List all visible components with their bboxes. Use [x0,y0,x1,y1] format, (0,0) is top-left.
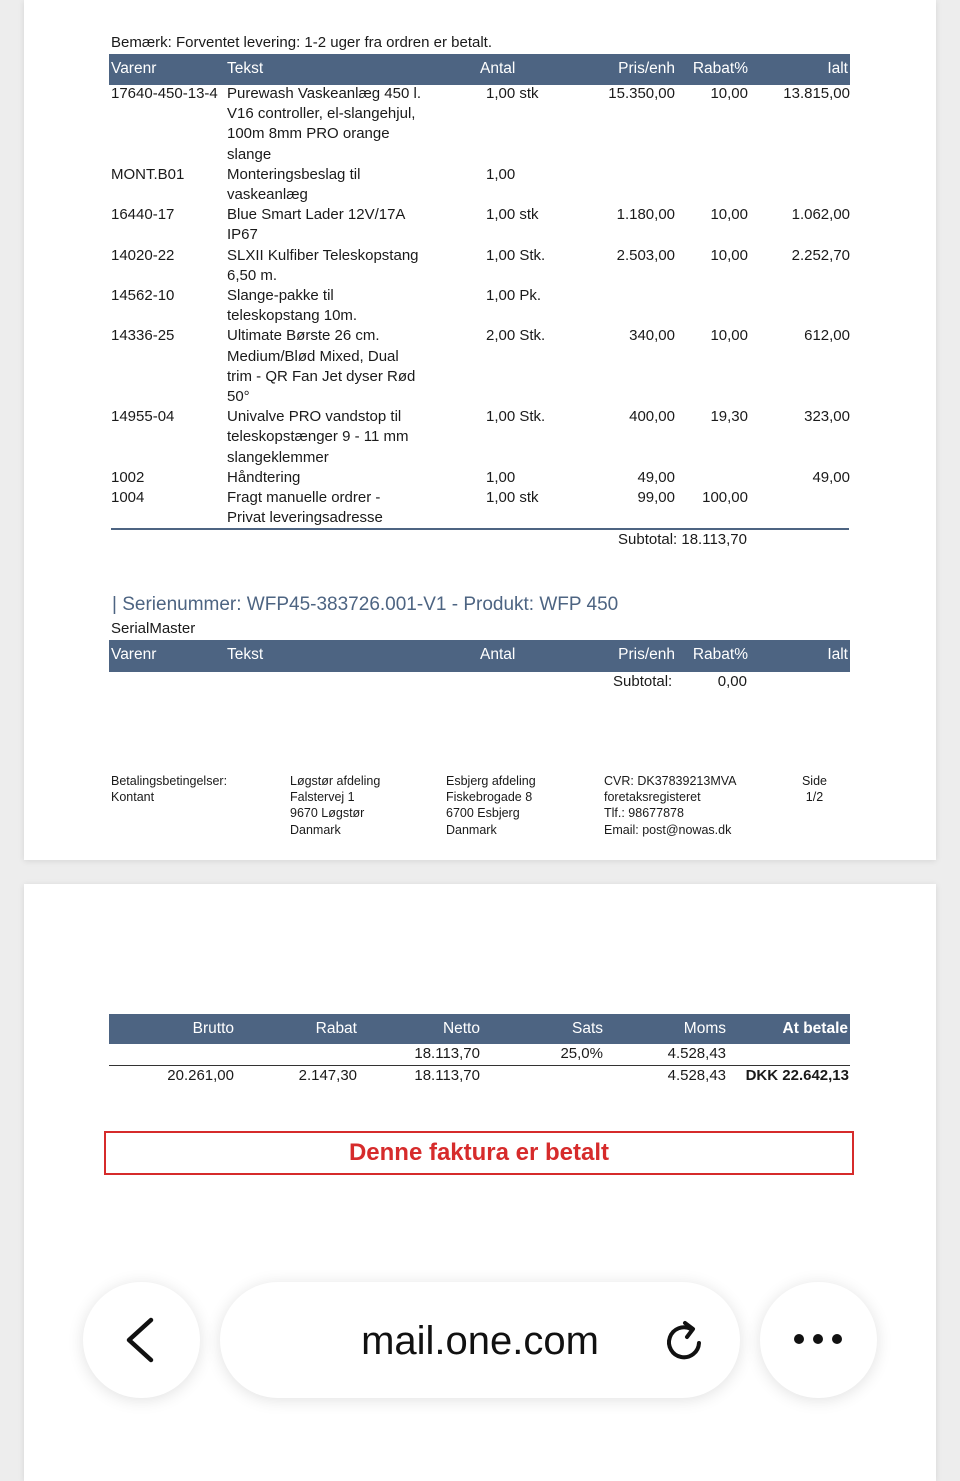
serial-table-header [109,640,850,671]
col-tekst: Tekst [227,60,264,77]
item-unit-price: 400,00 [629,408,675,426]
sum-netto: 18.113,70 [414,1067,480,1084]
item-description: Håndtering [227,468,301,486]
sum-moms: 4.528,43 [667,1067,726,1084]
table-row [24,165,936,205]
item-description: SLXII Kulfiber Teleskopstang 6,50 m. [227,246,419,284]
item-quantity: 1,00 stk [486,85,539,102]
item-total: 612,00 [804,327,850,345]
item-number: 14955-04 [111,408,175,426]
col-tekst: Tekst [227,646,264,663]
more-button[interactable] [760,1282,877,1398]
item-description: Purewash Vaskeanlæg 450 l. V16 controller, el-slangehjul, 100m 8mm PRO orange slange [227,85,422,163]
item-unit-price: 340,00 [629,327,675,345]
item-number: 14020-22 [111,246,175,264]
table-row [24,468,936,488]
col-rabat: Rabat% [692,60,748,77]
footer-logstor: Løgstør afdeling Falstervej 1 9670 Løgstør Danmark [290,774,381,837]
col-pris: Pris/enh [618,646,675,663]
table-row [24,246,936,286]
item-number: 1004 [111,488,145,506]
item-number: 16440-17 [111,206,175,224]
col-antal: Antal [480,60,516,77]
item-quantity: 1,00 Stk. [486,408,546,426]
item-description: Fragt manuelle ordrer - Privat leveringsadresse [227,488,383,527]
col-at-betale: At betale [782,1020,848,1037]
item-total: 1.062,00 [791,206,850,224]
item-number: 14562-10 [111,286,175,304]
subtotal-items: Subtotal: 18.113,70 [618,531,747,548]
chevron-left-icon [83,1282,200,1398]
col-ialt: Ialt [827,60,848,77]
item-total: 49,00 [812,468,850,486]
serial-subtitle: SerialMaster [111,620,196,637]
vat-sats: 25,0% [560,1045,603,1062]
item-number: 17640-450-13-4 [111,85,218,102]
vat-netto: 18.113,70 [414,1045,480,1062]
delivery-note: Bemærk: Forventet levering: 1-2 uger fra ordren er betalt. [111,34,493,51]
item-quantity: 1,00 Pk. [486,286,542,304]
item-discount: 10,00 [710,246,748,264]
col-moms: Moms [683,1020,726,1037]
item-total: 13.815,00 [783,85,850,102]
item-unit-price: 99,00 [637,488,675,506]
item-quantity: 2,00 Stk. [486,327,546,345]
address-bar[interactable] [220,1282,740,1398]
back-button[interactable] [83,1282,200,1398]
sum-brutto: 20.261,00 [167,1067,234,1084]
item-total: 2.252,70 [791,246,850,264]
invoice-page-1 [24,0,936,860]
items-table-header [109,54,850,85]
amount-due: DKK 22.642,13 [745,1067,849,1084]
col-brutto: Brutto [192,1020,234,1037]
table-row [24,286,936,326]
paid-notice: Denne faktura er betalt [104,1131,854,1175]
totals-row-vat [24,1045,936,1067]
item-description: Univalve PRO vandstop til teleskopstænger 9 - 11 mm slangeklemmer [227,408,409,466]
totals-header [109,1014,850,1044]
table-row [24,407,936,468]
col-varenr: Varenr [111,646,157,663]
reload-icon[interactable] [660,1316,710,1366]
items-table-body [24,84,936,528]
item-discount: 10,00 [710,206,748,224]
item-discount: 19,30 [710,408,748,426]
sum-rabat: 2.147,30 [298,1067,357,1084]
item-discount: 10,00 [710,85,748,102]
item-discount: 10,00 [710,327,748,345]
item-quantity: 1,00 Stk. [486,246,546,264]
serial-number-title: | Serienummer: WFP45-383726.001-V1 - Produkt: WFP 450 [112,594,619,615]
item-unit-price: 49,00 [637,468,675,486]
item-description: Ultimate Børste 26 cm. Medium/Blød Mixed, Dual trim - QR Fan Jet dyser Rød 50° [227,327,416,405]
table-row [24,84,936,165]
serial-subtotal-value: 0,00 [717,673,747,690]
item-description: Monteringsbeslag til vaskeanlæg [227,165,361,203]
col-pris: Pris/enh [618,60,675,77]
item-quantity: 1,00 [486,165,516,183]
col-ialt: Ialt [827,646,848,663]
url-text: mail.one.com [361,1319,599,1363]
col-rabat: Rabat% [692,646,748,663]
footer-payment-terms: Betalingsbetingelser: Kontant [111,774,228,805]
footer-company-info: CVR: DK37839213MVA foretaksregisteret Tlf.: 98677878 Email: post@nowas.dk [604,774,737,837]
item-number: 1002 [111,468,145,486]
footer-esbjerg: Esbjerg afdeling Fiskebrogade 8 6700 Esbjerg Danmark [446,774,536,837]
item-unit-price: 1.180,00 [616,206,675,224]
table-row [24,488,936,528]
col-varenr: Varenr [111,60,157,77]
item-number: MONT.B01 [111,165,185,183]
item-description: Slange-pakke til teleskopstang 10m. [227,286,358,325]
item-unit-price: 2.503,00 [616,246,675,264]
item-quantity: 1,00 [486,468,516,486]
col-sats: Sats [571,1020,603,1037]
item-unit-price: 15.350,00 [608,85,675,102]
vat-moms: 4.528,43 [667,1045,726,1062]
more-dots-icon [760,1282,877,1398]
totals-row-sum [24,1067,936,1089]
item-discount: 100,00 [702,488,748,506]
subtotal-divider [111,528,849,530]
item-description: Blue Smart Lader 12V/17A IP67 [227,206,406,244]
item-quantity: 1,00 stk [486,488,539,506]
footer-page-number: Side 1/2 [801,774,827,805]
item-quantity: 1,00 stk [486,206,539,224]
item-number: 14336-25 [111,327,175,345]
col-netto: Netto [442,1020,480,1037]
serial-subtotal-label: Subtotal: [613,673,673,690]
table-row [24,326,936,407]
col-rabat: Rabat [315,1020,357,1037]
table-row [24,205,936,245]
col-antal: Antal [480,646,516,663]
item-total: 323,00 [804,408,850,426]
serial-header-divider [109,670,850,672]
